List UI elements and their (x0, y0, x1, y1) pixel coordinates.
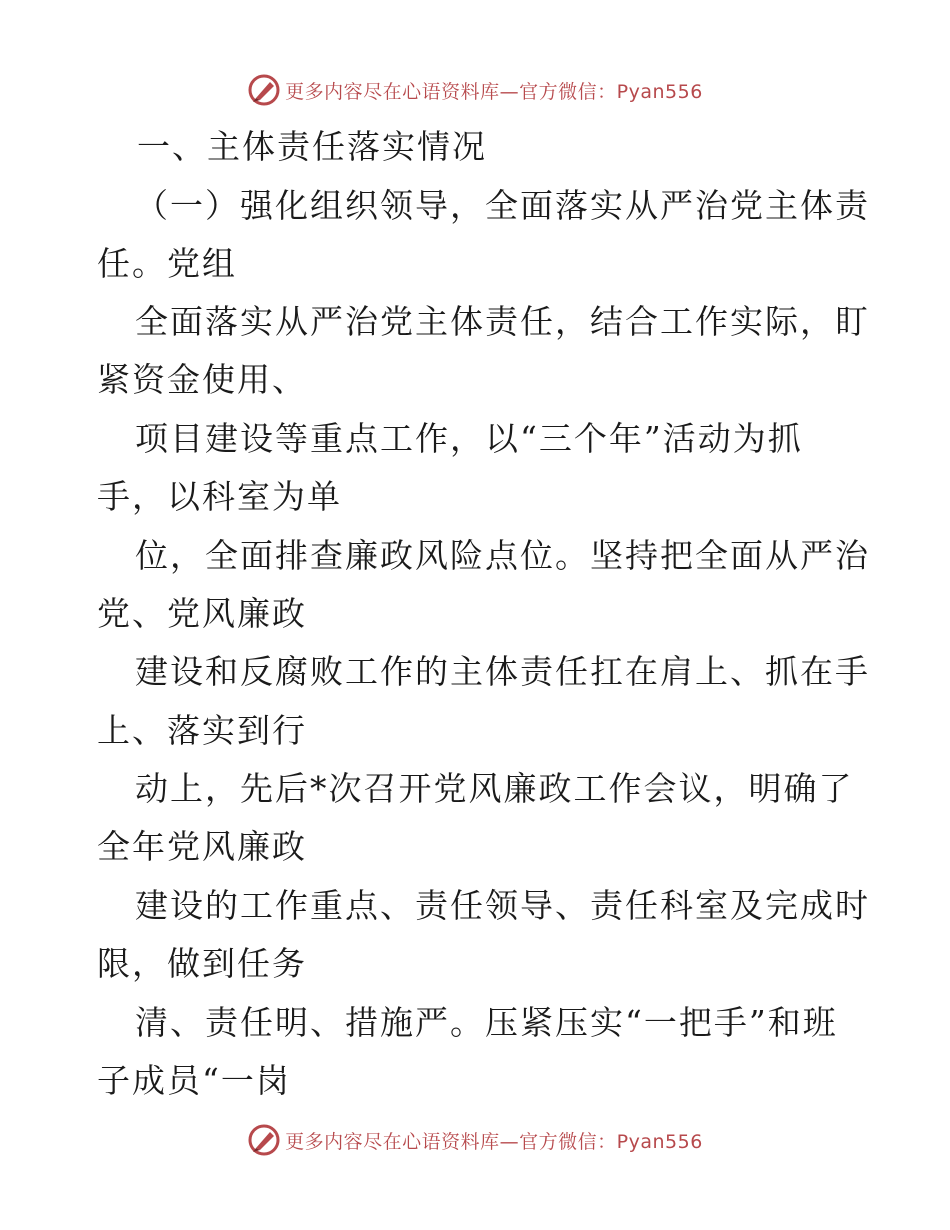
doc-line: 清、责任明、措施严。压紧压实“一把手”和班 (135, 1003, 838, 1042)
doc-line: 上、落实到行 (97, 711, 307, 750)
doc-line: 动上，先后*次召开党风廉政工作会议，明确了 (135, 769, 854, 808)
watermark-header (0, 70, 950, 110)
doc-line: 任。党组 (97, 244, 237, 283)
doc-line: 限，做到任务 (97, 944, 307, 983)
doc-line: 手，以科室为单 (97, 477, 342, 516)
pen-logo-icon (247, 73, 281, 107)
doc-line: 位，全面排查廉政风险点位。坚持把全面从严治 (135, 536, 870, 575)
watermark-text: 更多内容尽在心语资料库—官方微信：Pyan556 (285, 80, 703, 103)
watermark-text: 更多内容尽在心语资料库—官方微信：Pyan556 (285, 1130, 703, 1153)
watermark-footer (0, 1120, 950, 1160)
doc-line: 子成员“一岗 (97, 1061, 291, 1100)
doc-line: 项目建设等重点工作，以“三个年”活动为抓 (135, 419, 803, 458)
doc-line: （一）强化组织领导，全面落实从严治党主体责 (135, 186, 870, 225)
doc-line: 紧资金使用、 (97, 360, 307, 399)
doc-line: 全年党风廉政 (97, 827, 307, 866)
doc-line: 建设和反腐败工作的主体责任扛在肩上、抓在手 (135, 652, 870, 691)
doc-line: 党、党风廉政 (97, 594, 307, 633)
doc-line: 建设的工作重点、责任领导、责任科室及完成时 (135, 886, 870, 925)
doc-line: 一、主体责任落实情况 (137, 127, 487, 166)
pen-logo-icon (247, 1123, 281, 1157)
doc-line: 全面落实从严治党主体责任，结合工作实际，盯 (135, 302, 870, 341)
